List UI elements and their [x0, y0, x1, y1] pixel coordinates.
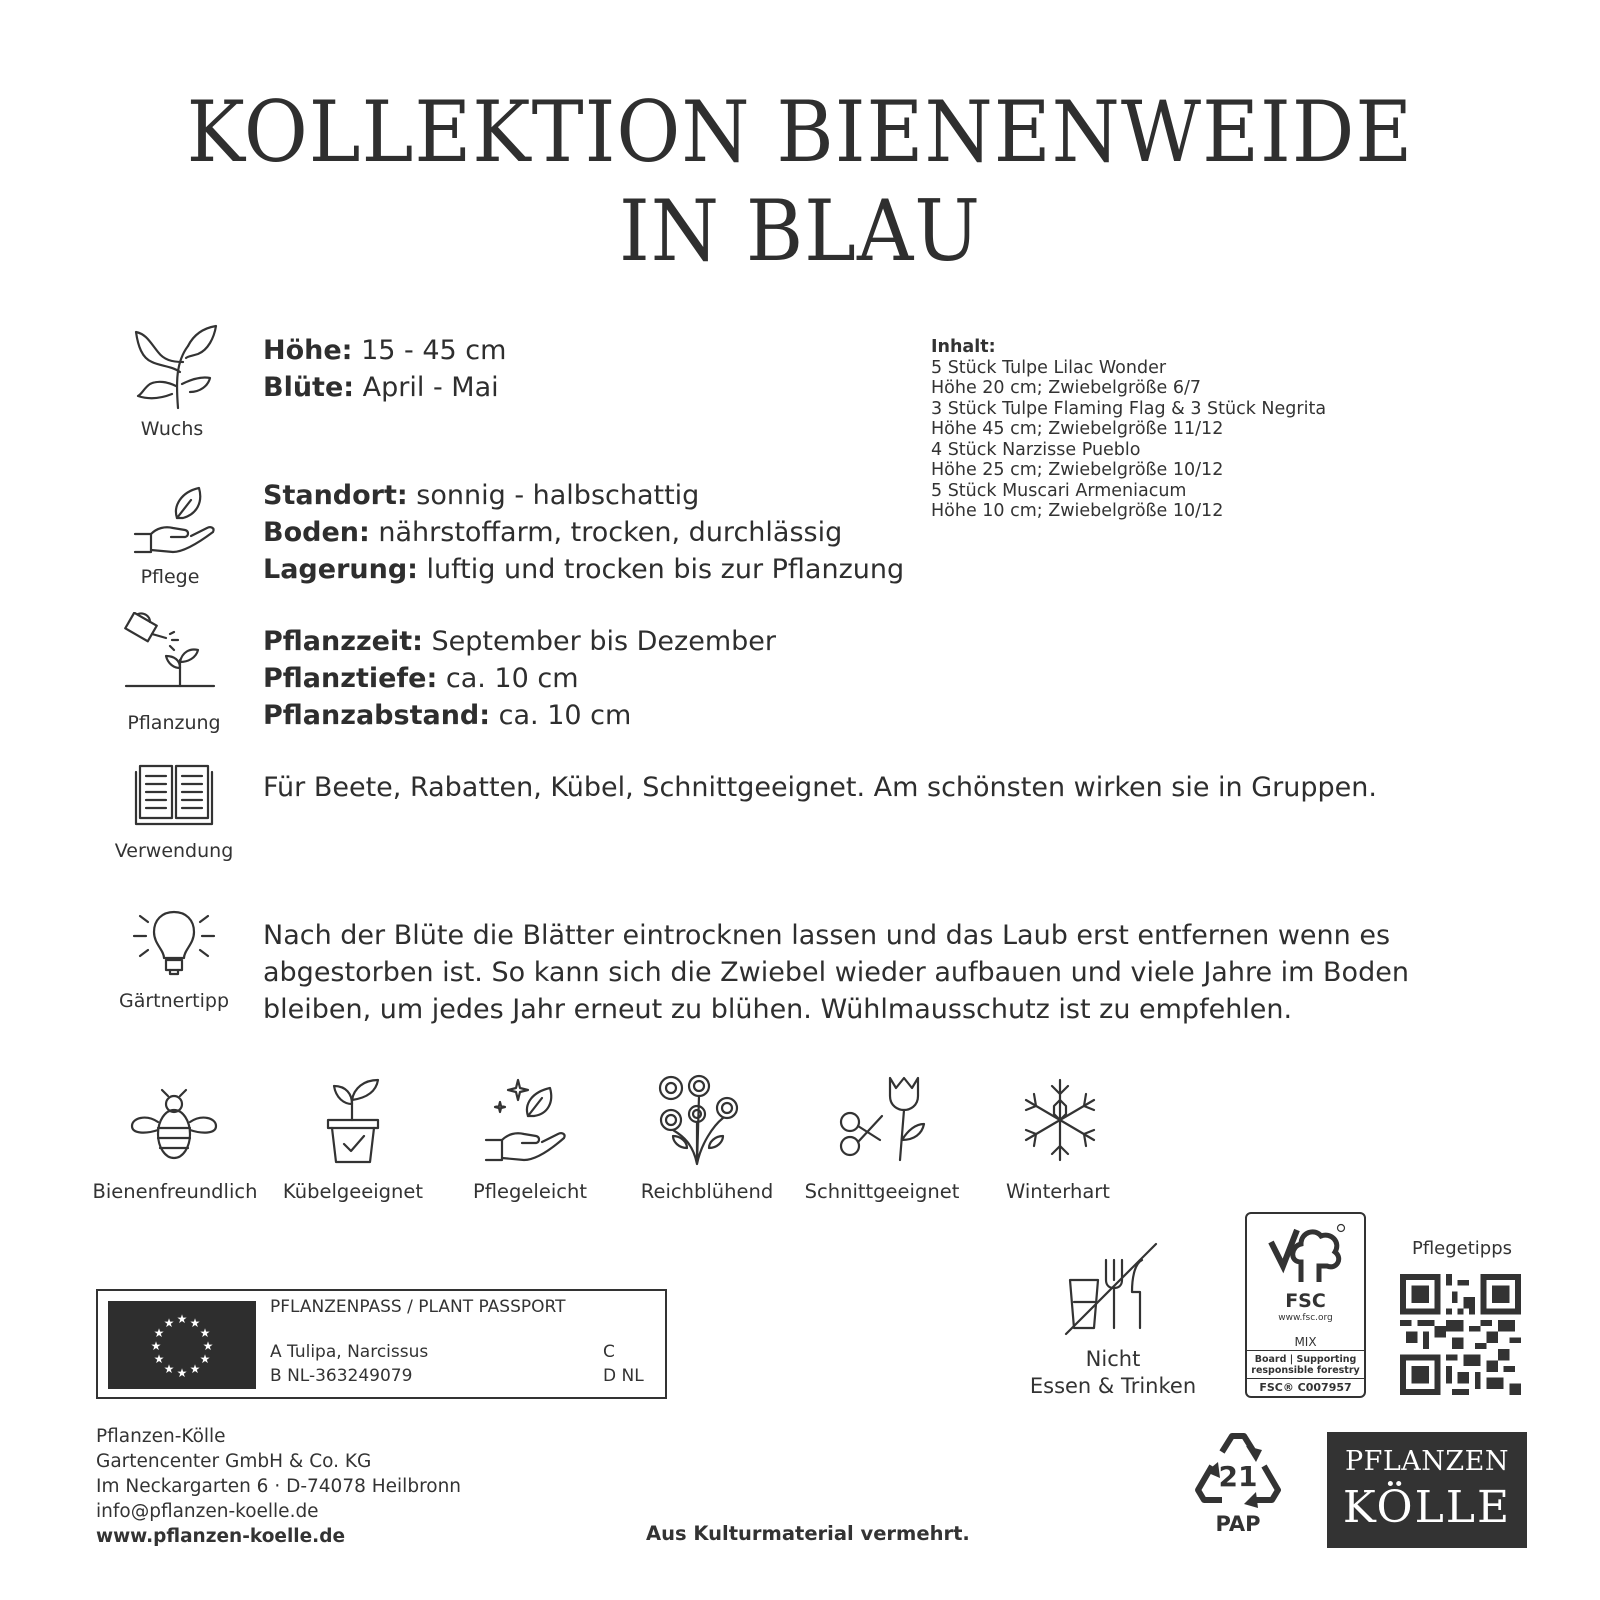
plant-passport-box	[96, 1289, 667, 1399]
eu-flag-icon	[108, 1301, 256, 1389]
spec-line-lagerung: Lagerung: luftig und trocken bis zur Pflanzung	[263, 554, 905, 585]
logo-line-1: PFLANZEN	[1344, 1446, 1510, 1477]
potted-plant-icon	[322, 1076, 384, 1166]
svg-text:★: ★	[199, 1326, 211, 1340]
svg-text:★: ★	[176, 1312, 188, 1326]
light-bulb-icon	[130, 908, 218, 978]
pflege-label: Pflege	[140, 566, 200, 588]
qr-code-icon[interactable]	[1400, 1274, 1521, 1395]
no-eat-label	[1018, 1346, 1208, 1400]
svg-text:★: ★	[199, 1352, 211, 1366]
logo-line-2: KÖLLE	[1342, 1482, 1512, 1533]
spec-line-boden: Boden: nährstoffarm, trocken, durchlässig	[263, 517, 843, 548]
pflanzen-koelle-logo	[1327, 1432, 1527, 1548]
feature-label: Reichblühend	[640, 1180, 774, 1203]
spec-line-standort: Standort: sonnig - halbschattig	[263, 480, 700, 511]
passport-b: B NL-363249079	[270, 1366, 413, 1386]
watering-can-icon	[124, 612, 216, 694]
gaertnertipp-line: bleiben, um jedes Jahr erneut zu blühen. Wühlmausschutz ist zu empfehlen.	[263, 994, 1293, 1025]
passport-c: C	[603, 1342, 615, 1362]
wuchs-label: Wuchs	[140, 418, 204, 440]
svg-text:★: ★	[153, 1352, 165, 1366]
inhalt-line: 5 Stück Tulpe Lilac Wonder	[931, 357, 1167, 378]
passport-a: A Tulipa, Narcissus	[270, 1342, 429, 1362]
inhalt-line: 5 Stück Muscari Armeniacum	[931, 480, 1187, 501]
spec-line-pflanztiefe: Pflanztiefe: ca. 10 cm	[263, 663, 579, 694]
fsc-tree-icon	[1267, 1222, 1347, 1292]
inhalt-line: Höhe 20 cm; Zwiebelgröße 6/7	[931, 378, 1202, 398]
no-eat-line-1: Nicht	[1085, 1347, 1141, 1371]
spec-group-pflanzung	[263, 623, 776, 734]
passport-title: PFLANZENPASS / PLANT PASSPORT	[270, 1297, 566, 1317]
gaertnertipp-label: Gärtnertipp	[118, 990, 230, 1012]
svg-text:★: ★	[189, 1316, 201, 1330]
svg-text:★: ★	[153, 1326, 165, 1340]
fsc-code: FSC® C007957	[1259, 1381, 1352, 1394]
inhalt-block	[931, 337, 1326, 522]
pflanzung-label: Pflanzung	[127, 712, 221, 734]
svg-text:★: ★	[163, 1362, 175, 1376]
passport-d: D NL	[603, 1366, 644, 1386]
open-book-icon	[134, 762, 214, 828]
feature-label: Winterhart	[1006, 1180, 1110, 1203]
flower-bouquet-icon	[653, 1074, 741, 1168]
plant-sprout-icon	[128, 322, 218, 410]
page-title-line-1: KOLLEKTION BIENENWEIDE	[186, 84, 1414, 182]
no-eat-line-2: Essen & Trinken	[1029, 1374, 1197, 1398]
company-address	[96, 1424, 461, 1549]
fsc-divider	[1247, 1350, 1364, 1351]
inhalt-line: 4 Stück Narzisse Pueblo	[931, 439, 1141, 460]
spec-line-pflanzzeit: Pflanzzeit: September bis Dezember	[263, 626, 776, 657]
scissors-tulip-icon	[838, 1074, 928, 1168]
hand-leaf-icon	[133, 484, 217, 556]
fsc-name: FSC	[1285, 1290, 1326, 1312]
company-street: Im Neckargarten 6 · D-74078 Heilbronn	[96, 1476, 462, 1497]
spec-line-bluete: Blüte: April - Mai	[263, 372, 499, 403]
snowflake-icon	[1022, 1076, 1098, 1164]
inhalt-line: Höhe 25 cm; Zwiebelgröße 10/12	[931, 460, 1224, 480]
inhalt-line: Höhe 10 cm; Zwiebelgröße 10/12	[931, 501, 1224, 521]
company-name: Pflanzen-Kölle	[96, 1426, 226, 1447]
gaertnertipp-text	[263, 917, 1409, 1028]
inhalt-line: Höhe 45 cm; Zwiebelgröße 11/12	[931, 419, 1224, 439]
qr-label: Pflegetipps	[1411, 1238, 1513, 1259]
verwendung-text: Für Beete, Rabatten, Kübel, Schnittgeeignet. Am schönsten wirken sie in Gruppen.	[263, 772, 1377, 803]
fsc-url: www.fsc.org	[1278, 1313, 1333, 1323]
svg-text:★: ★	[176, 1366, 188, 1380]
spec-line-pflanzabstand: Pflanzabstand: ca. 10 cm	[263, 700, 632, 731]
spec-group-pflege	[263, 477, 904, 588]
feature-label: Pflegeleicht	[473, 1180, 587, 1203]
feature-label: Bienenfreundlich	[92, 1180, 258, 1203]
no-eating-drinking-icon	[1064, 1240, 1160, 1336]
svg-text:★: ★	[163, 1316, 175, 1330]
hand-sparkle-icon	[484, 1076, 568, 1164]
bee-icon	[128, 1088, 220, 1166]
feature-label: Kübelgeeignet	[282, 1180, 424, 1203]
fsc-desc	[1247, 1354, 1364, 1376]
gaertnertipp-line: abgestorben ist. So kann sich die Zwiebel wieder aufbauen und viele Jahre im Boden	[263, 957, 1409, 988]
recycle-code: PAP	[1215, 1512, 1261, 1536]
recycle-number: 21	[1218, 1460, 1258, 1493]
page-title-line-2: IN BLAU	[618, 183, 982, 281]
fsc-label	[1245, 1212, 1366, 1398]
spec-group-wuchs	[263, 332, 506, 406]
fsc-divider	[1247, 1378, 1364, 1379]
inhalt-line: 3 Stück Tulpe Flaming Flag & 3 Stück Negrita	[931, 398, 1327, 419]
company-email[interactable]: info@pflanzen-koelle.de	[96, 1501, 319, 1522]
company-legal: Gartencenter GmbH & Co. KG	[96, 1451, 372, 1472]
company-website[interactable]: www.pflanzen-koelle.de	[96, 1526, 346, 1547]
svg-text:★: ★	[189, 1362, 201, 1376]
verwendung-label: Verwendung	[114, 840, 234, 862]
feature-label: Schnittgeeignet	[804, 1180, 960, 1203]
fsc-desc-line-2: responsible forestry	[1251, 1365, 1360, 1376]
svg-text:★: ★	[202, 1339, 214, 1353]
fsc-desc-line-1: Board | Supporting	[1254, 1354, 1357, 1365]
gaertnertipp-line: Nach der Blüte die Blätter eintrocknen lassen und das Laub erst entfernen wenn es	[263, 920, 1391, 951]
origin-note: Aus Kulturmaterial vermehrt.	[646, 1522, 970, 1545]
inhalt-heading: Inhalt:	[931, 337, 996, 357]
spec-line-hoehe: Höhe: 15 - 45 cm	[263, 335, 507, 366]
recycle-icon	[1192, 1432, 1284, 1514]
fsc-mix: MIX	[1294, 1335, 1317, 1349]
svg-text:★: ★	[150, 1339, 162, 1353]
